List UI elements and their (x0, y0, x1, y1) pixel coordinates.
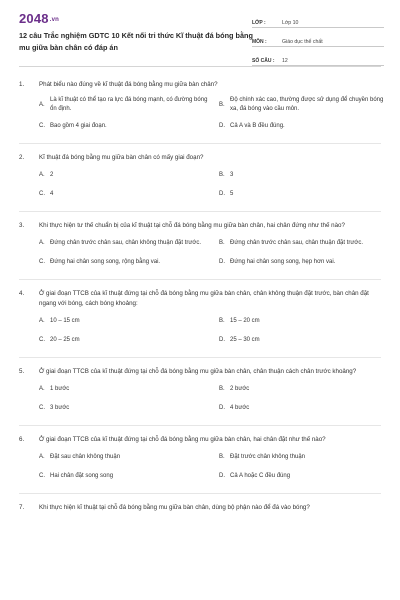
option-letter: C. (39, 405, 45, 411)
question-text: Phát biểu nào đúng về kĩ thuật đá bóng bằng mu giữa bàn chân? (39, 81, 218, 88)
answer-option[interactable] (219, 188, 391, 201)
answer-option[interactable] (219, 237, 391, 250)
question-item (19, 153, 381, 207)
option-letter: B. (219, 318, 225, 324)
option-letter: C. (39, 473, 45, 479)
answer-options (39, 315, 381, 353)
option-text: 10 – 15 cm (50, 318, 80, 324)
meta-row-count (252, 50, 384, 66)
option-letter: A. (39, 172, 45, 178)
document-header (0, 0, 400, 62)
option-text: Là kĩ thuật có thể tạo ra lực đá bóng mạnh, có đường bóng ổn định. (50, 97, 208, 112)
logo-suffix: .vn (49, 16, 60, 23)
question-number: 2. (19, 154, 25, 161)
answer-option[interactable] (219, 256, 391, 269)
option-letter: B. (219, 386, 225, 392)
header-divider (19, 66, 381, 67)
meta-label: LỚP : (252, 20, 266, 26)
option-text: 2 (50, 172, 54, 178)
answer-option[interactable] (219, 451, 391, 464)
option-text: 3 bước (50, 405, 70, 411)
option-text: Độ chính xác cao, thường được sử dụng để chuyền bóng xa, đá bóng vào cầu môn. (230, 97, 384, 112)
answer-options (39, 237, 381, 275)
option-letter: D. (219, 337, 225, 343)
answer-option[interactable] (39, 120, 211, 133)
question-number: 3. (19, 222, 25, 229)
document-meta (252, 12, 384, 66)
option-text: Đứng chân trước chân sau, chân thuận đặt trước. (230, 240, 363, 246)
question-stem (19, 80, 381, 90)
option-text: Cả A và B đều đúng. (230, 123, 285, 129)
answer-option[interactable] (39, 470, 211, 483)
question-number: 4. (19, 290, 25, 297)
option-letter: A. (39, 454, 45, 460)
question-divider (19, 425, 381, 426)
question-divider (19, 279, 381, 280)
answer-option[interactable] (39, 334, 211, 347)
site-logo[interactable] (19, 11, 59, 26)
option-text: Hai chân đặt song song (50, 473, 114, 479)
answer-option[interactable] (219, 169, 391, 182)
question-text: Kĩ thuật đá bóng bằng mu giữa bàn chân có mấy giai đoạn? (39, 154, 204, 161)
answer-option[interactable] (219, 120, 391, 133)
question-text: Ở giai đoạn TTCB của kĩ thuật đứng tại chỗ đá bóng bằng mu giữa bàn chân, chân không thuận đặt trước, bàn chân đặt ngang với bóng, cách bóng khoảng: (39, 290, 369, 307)
answer-option[interactable] (39, 237, 211, 250)
option-letter: C. (39, 259, 45, 265)
option-text: 4 (50, 191, 54, 197)
option-letter: A. (39, 386, 45, 392)
option-letter: A. (39, 318, 45, 324)
question-stem (19, 503, 381, 513)
meta-row-subject (252, 31, 384, 47)
answer-option[interactable] (219, 96, 391, 114)
question-stem (19, 289, 381, 309)
answer-option[interactable] (39, 256, 211, 269)
answer-option[interactable] (39, 96, 211, 114)
meta-value: Giáo dục thể chất (282, 39, 323, 45)
option-letter: C. (39, 123, 45, 129)
question-divider (19, 493, 381, 494)
question-number: 1. (19, 81, 25, 88)
answer-option[interactable] (39, 402, 211, 415)
question-stem (19, 367, 381, 377)
question-text: Ở giai đoạn TTCB của kĩ thuật đứng tại chỗ đá bóng bằng mu giữa bàn chân, chân thuận cách chân trước khoảng? (39, 368, 357, 375)
option-text: Cả A hoặc C đều đúng (230, 473, 291, 479)
question-divider (19, 211, 381, 212)
answer-options (39, 383, 381, 421)
option-letter: C. (39, 337, 45, 343)
option-letter: B. (219, 101, 225, 108)
option-text: 4 bước (230, 405, 250, 411)
question-text: Khi thực hiện tư thế chuẩn bị của kĩ thuật tại chỗ đá bóng bằng mu giữa bàn chân, hai chân đứng như thế nào? (39, 222, 345, 229)
option-text: 1 bước (50, 386, 70, 392)
option-text: 5 (230, 191, 234, 197)
question-divider (19, 357, 381, 358)
answer-options (39, 96, 384, 139)
option-letter: C. (39, 191, 45, 197)
question-list (0, 80, 400, 513)
option-text: 2 bước (230, 386, 250, 392)
option-text: Đặt sau chân không thuận (50, 454, 121, 460)
answer-option[interactable] (39, 451, 211, 464)
answer-option[interactable] (219, 383, 391, 396)
answer-options (39, 169, 381, 207)
option-letter: D. (219, 123, 225, 129)
option-letter: B. (219, 240, 225, 246)
question-item (19, 503, 381, 513)
option-letter: D. (219, 473, 225, 479)
question-number: 5. (19, 368, 25, 375)
option-text: Đứng hai chân song song, hẹp hơn vai. (230, 259, 336, 265)
question-item (19, 435, 381, 489)
option-text: 3 (230, 172, 234, 178)
option-text: Đứng chân trước chân sau, chân không thuận đặt trước. (50, 240, 202, 246)
meta-label: MÔN : (252, 39, 267, 45)
question-item (19, 80, 384, 139)
meta-row-grade (252, 12, 384, 28)
question-item (19, 367, 381, 421)
meta-label: SỐ CÂU : (252, 58, 275, 64)
option-letter: B. (219, 454, 225, 460)
question-item (19, 221, 381, 275)
meta-value: 12 (282, 58, 288, 64)
logo-main: 2048 (19, 11, 49, 26)
option-letter: A. (39, 240, 45, 246)
question-number: 7. (19, 504, 25, 511)
answer-option[interactable] (39, 188, 211, 201)
question-text: Khi thực hiện kĩ thuật tại chỗ đá bóng bằng mu giữa bàn chân, dùng bộ phận nào để đá vào bóng? (39, 504, 310, 511)
question-stem (19, 153, 381, 163)
question-stem (19, 221, 381, 231)
option-text: Đặt trước chân không thuận (230, 454, 305, 460)
question-text: Ở giai đoạn TTCB của kĩ thuật đứng tại chỗ đá bóng bằng mu giữa bàn chân, hai chân đặt như thế nào? (39, 436, 326, 443)
option-letter: D. (219, 405, 225, 411)
option-letter: A. (39, 101, 45, 108)
question-stem (19, 435, 381, 445)
answer-option[interactable] (39, 169, 211, 182)
question-number: 6. (19, 436, 25, 443)
question-divider (19, 143, 381, 144)
option-text: Đứng hai chân song song, rộng bằng vai. (50, 259, 161, 265)
answer-option[interactable] (39, 383, 211, 396)
answer-option[interactable] (219, 334, 391, 347)
answer-option[interactable] (219, 402, 391, 415)
option-text: Bao gồm 4 giai đoạn. (50, 123, 107, 129)
answer-option[interactable] (219, 470, 391, 483)
answer-option[interactable] (219, 315, 391, 328)
meta-value: Lớp 10 (282, 20, 299, 26)
question-item (19, 289, 381, 353)
option-letter: D. (219, 259, 225, 265)
option-text: 20 – 25 cm (50, 337, 80, 343)
option-text: 15 – 20 cm (230, 318, 260, 324)
answer-options (39, 451, 381, 489)
document-title: 12 câu Trắc nghiệm GDTC 10 Kết nối tri thức Kĩ thuật đá bóng bằng mu giữa bàn chân có đáp án (19, 31, 253, 52)
option-letter: B. (219, 172, 225, 178)
option-letter: D. (219, 191, 225, 197)
answer-option[interactable] (39, 315, 211, 328)
option-text: 25 – 30 cm (230, 337, 260, 343)
